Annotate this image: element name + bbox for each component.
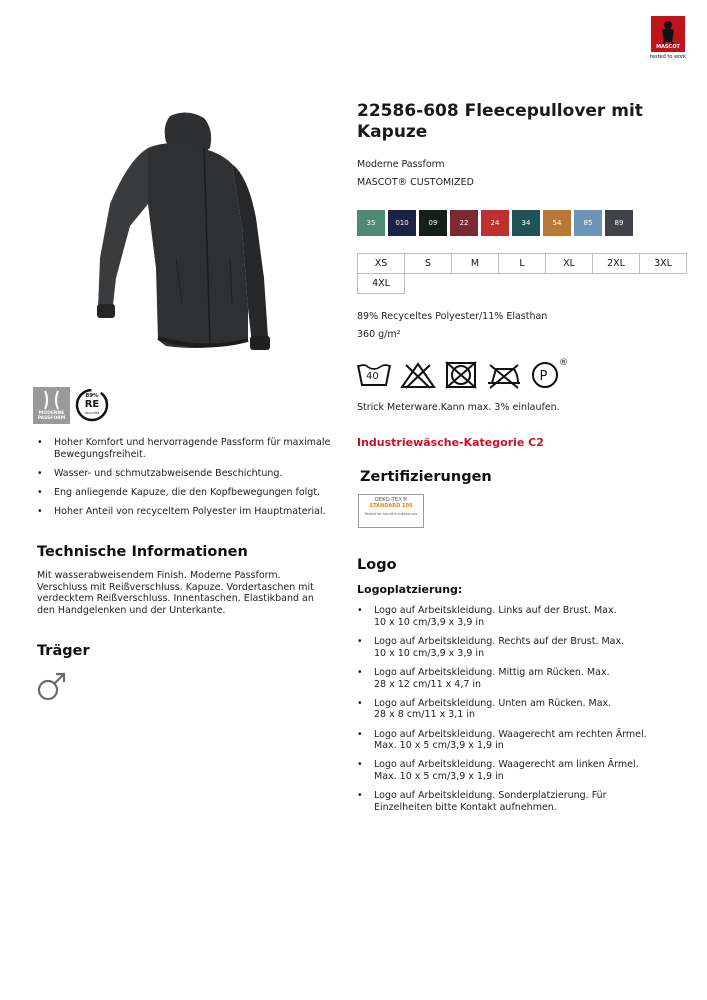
placement-line1: Logo auf Arbeitskleidung. Mittig am Rücken. Max.: [374, 666, 610, 678]
placement-line2: Einzelheiten bitte Kontakt aufnehmen.: [374, 802, 557, 814]
placement-line1: Logo auf Arbeitskleidung. Links auf der Brust. Max.: [374, 605, 617, 616]
product-image: [92, 108, 272, 360]
color-swatch-22[interactable]: 22: [450, 210, 478, 236]
technical-heading: Technische Informationen: [37, 544, 248, 560]
male-icon: [37, 670, 67, 702]
registered-mark: ®: [559, 358, 568, 368]
placement-item: [357, 667, 667, 691]
size-option-4xl[interactable]: 4XL: [357, 273, 405, 294]
color-swatch-010[interactable]: 010: [388, 210, 416, 236]
brand-logo: [649, 16, 687, 64]
color-swatches: [357, 210, 633, 236]
feature-item: • Wasser- und schmutzabweisende Beschichtung.: [37, 468, 337, 480]
color-swatch-34[interactable]: 34: [512, 210, 540, 236]
wash-40-icon: [356, 361, 392, 389]
size-option-m[interactable]: M: [451, 253, 499, 274]
care-symbols: [356, 358, 570, 389]
feature-item: • Eng anliegende Kapuze, die den Kopfbewegungen folgt.: [37, 487, 337, 499]
brand-wordmark: MASCOT: [656, 44, 680, 50]
placement-line2: 28 x 8 cm/11 x 3,1 in: [374, 709, 476, 721]
size-grid: [357, 253, 687, 293]
placement-line2: 10 x 10 cm/3,9 x 3,9 in: [374, 616, 485, 628]
product-title: 22586-608 Fleecepullover mit Kapuze: [357, 101, 643, 142]
placement-item: [357, 605, 667, 629]
no-bleach-icon: [400, 361, 436, 389]
fit-badge-line1: MODERNE: [38, 411, 65, 416]
size-option-s[interactable]: S: [404, 253, 452, 274]
logo-placement-list: [357, 605, 667, 821]
placement-item: [357, 759, 667, 783]
placement-line1: Logo auf Arbeitskleidung. Waagerecht am linken Ärmel.: [374, 759, 639, 771]
product-fit: Moderne Passform: [357, 159, 445, 170]
size-option-3xl[interactable]: 3XL: [639, 253, 687, 274]
no-iron-icon: [486, 361, 522, 389]
recycled-badge: [75, 388, 109, 422]
fit-badge-line2: PASSFORM: [37, 416, 66, 421]
placement-line2: Max. 10 x 5 cm/3,9 x 1,9 in: [374, 740, 504, 752]
feature-list: [37, 437, 337, 525]
wash-temp: 40: [366, 371, 379, 382]
logo-subheading: Logoplatzierung:: [357, 583, 463, 596]
oeko-line2: STANDARD 100: [369, 503, 413, 509]
no-tumble-dry-icon: [444, 361, 478, 389]
placement-item: [357, 636, 667, 660]
technical-text: Mit wasserabweisendem Finish. Moderne Passform. Verschluss mit Reißverschluss. Kapuze. Vordertaschen mit verdecktem Reißverschluss. Innentaschen. Elastikband an den Handgelenken und der Unterkante.: [37, 570, 314, 616]
certifications-heading: Zertifizierungen: [360, 469, 492, 485]
feature-item: • Hoher Anteil von recyceltem Polyester im Hauptmaterial.: [37, 506, 337, 518]
oeko-line1: OEKO-TEX®: [374, 497, 408, 503]
size-option-2xl[interactable]: 2XL: [592, 253, 640, 274]
color-swatch-54[interactable]: 54: [543, 210, 571, 236]
color-swatch-09[interactable]: 09: [419, 210, 447, 236]
logo-heading: Logo: [357, 557, 397, 573]
mascot-logo-icon: [651, 16, 685, 52]
placement-line1: Logo auf Arbeitskleidung. Rechts auf der Brust. Max.: [374, 635, 625, 647]
wash-category: Industriewäsche-Kategorie C2: [357, 436, 544, 449]
oeko-tex-label: [358, 494, 424, 528]
color-swatch-35[interactable]: 35: [357, 210, 385, 236]
placement-item: [357, 698, 667, 722]
placement-line1: Logo auf Arbeitskleidung. Waagerecht am rechten Ärmel.: [374, 728, 647, 740]
re-small: recycled: [84, 411, 100, 415]
wearer-heading: Träger: [37, 643, 90, 659]
placement-line2: 10 x 10 cm/3,9 x 3,9 in: [374, 647, 485, 659]
feature-item: • Hoher Komfort und hervorragende Passform für maximale Bewegungsfreiheit.: [37, 437, 337, 461]
re-percent: 89%: [85, 393, 99, 399]
brand-tagline: tested to work: [649, 54, 687, 60]
professional-dryclean-icon: [530, 358, 570, 389]
color-swatch-24[interactable]: 24: [481, 210, 509, 236]
size-option-l[interactable]: L: [498, 253, 546, 274]
placement-line2: 28 x 12 cm/11 x 4,7 in: [374, 678, 482, 690]
svg-text:P: P: [539, 369, 548, 384]
placement-item: [357, 790, 667, 814]
material-composition: 89% Recyceltes Polyester/11% Elasthan: [357, 311, 548, 322]
modern-fit-badge: [33, 387, 70, 424]
care-note: Strick Meterware.Kann max. 3% einlaufen.: [357, 402, 560, 413]
size-option-xs[interactable]: XS: [357, 253, 405, 274]
placement-line1: Logo auf Arbeitskleidung. Unten am Rücken. Max.: [374, 697, 612, 709]
material-weight: 360 g/m²: [357, 329, 401, 340]
placement-line2: Max. 10 x 5 cm/3,9 x 1,9 in: [374, 771, 504, 783]
product-line: MASCOT® CUSTOMIZED: [357, 177, 474, 188]
re-text: RE: [84, 399, 100, 410]
color-swatch-85[interactable]: 85: [574, 210, 602, 236]
color-swatch-89[interactable]: 89: [605, 210, 633, 236]
oeko-line3: Tested for harmful substances: [364, 512, 418, 516]
placement-item: [357, 729, 667, 753]
placement-line1: Logo auf Arbeitskleidung. Sonderplatzierung. Für: [374, 790, 607, 802]
size-option-xl[interactable]: XL: [545, 253, 593, 274]
